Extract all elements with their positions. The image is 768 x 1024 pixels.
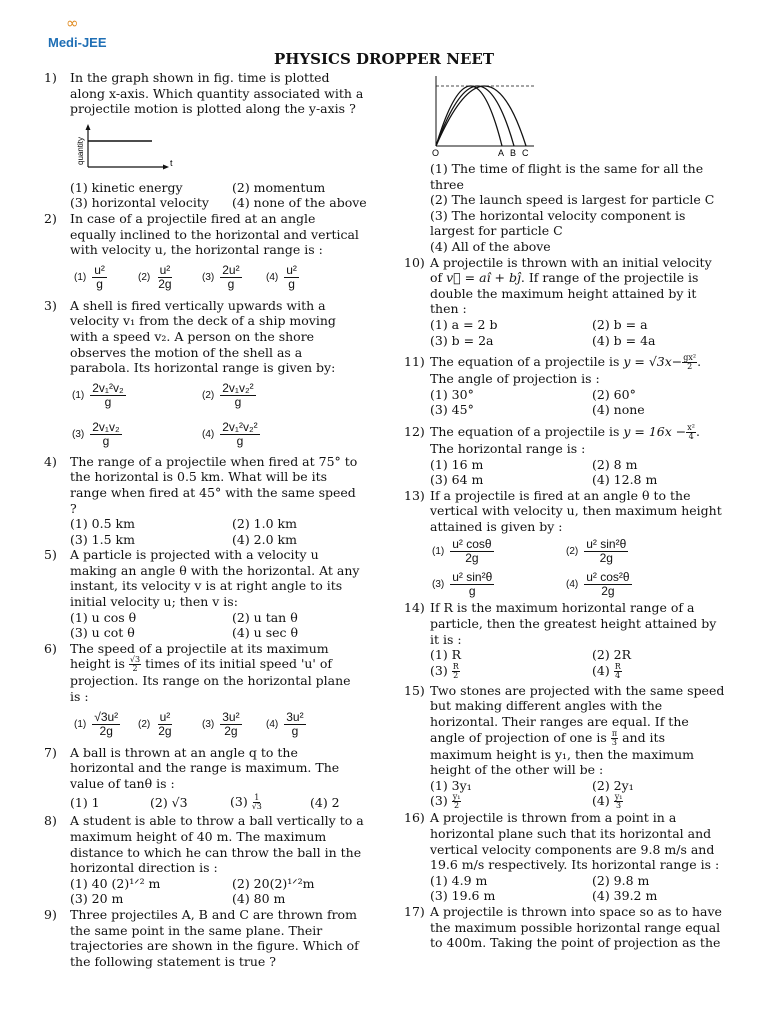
option-2[interactable]: (2) The launch speed is largest for particle C	[430, 192, 715, 208]
option-1[interactable]: (1) $\frac{\text{u² cosθ}}{2g}$	[432, 537, 492, 566]
question-text: The equation of a projectile is	[430, 354, 620, 370]
option-4[interactable]: (4) $\frac{\text{y₁}}{3}$	[592, 792, 623, 811]
option-1[interactable]: (1) 40 (2)¹ᐟ² m	[70, 875, 161, 891]
option-4[interactable]: (4) 80 m	[232, 891, 286, 907]
option-2[interactable]: (2) $\frac{\text{u² sin²θ}}{2g}$	[566, 537, 627, 566]
option-1[interactable]: (1) kinetic energy	[70, 179, 183, 195]
question-7	[44, 745, 364, 792]
question-14	[404, 600, 726, 647]
question-text: The equation of a projectile is	[430, 423, 620, 439]
page-title: PHYSICS DROPPER NEET	[274, 50, 494, 68]
brand-logo	[48, 14, 118, 50]
option-4[interactable]: (4) $\frac{\text{2v₁²v₂²}}{g}$	[202, 419, 258, 448]
options-q10	[404, 317, 726, 348]
question-text: A ball is thrown at an angle q to the horizontal and the range is maximum. The value of tanθ is :	[70, 744, 340, 791]
question-number: 7)	[44, 744, 57, 760]
option-1[interactable]: (1) 0.5 km	[70, 516, 135, 532]
question-text: A projectile is thrown with an initial velocity of	[430, 254, 712, 286]
question-12: 12) The equation of a projectile is y = 16x − $\frac{\text{x²}}{4}$ . The horizontal range is :	[404, 422, 700, 456]
option-1[interactable]: (1) R	[430, 647, 462, 663]
option-1[interactable]: (1) The time of flight is the same for all the three	[430, 161, 704, 192]
infinity-icon: ∞	[66, 14, 76, 32]
question-15: 15) Two stones are projected with the same speed but making different angles with the horizontal. Their ranges are equal. If the angle of projection of one is $\frac{\pi}{3}$ and its maximum height is y₁, then the maximum height of the other will be :	[404, 682, 725, 778]
option-1[interactable]: (1) 1	[70, 794, 100, 810]
option-2[interactable]: (2) $\frac{\text{2v₁v₂²}}{g}$	[202, 380, 254, 409]
question-13	[404, 488, 726, 535]
question-text-cont: . The angle of projection is :	[430, 354, 702, 387]
graph-ylabel: quantity	[76, 136, 85, 165]
question-text: Two stones are projected with the same speed but making different angles with the horizontal. Their ranges are equal. If the angle of projection of one is	[430, 682, 725, 745]
options-q7	[44, 791, 364, 813]
question-number: 4)	[44, 453, 57, 469]
question-6	[44, 641, 364, 705]
option-4[interactable]: (4) $\frac{\text{3u²}}{g}$	[266, 710, 304, 739]
option-4[interactable]: (4) $\frac{\text{u²}}{g}$	[266, 263, 297, 292]
right-column	[404, 74, 726, 951]
option-1[interactable]: (1) $\frac{\text{2v₁²v₂}}{g}$	[72, 380, 124, 409]
trajectory-figure	[430, 74, 726, 161]
question-number: 8)	[44, 813, 57, 829]
option-3[interactable]: (3) 64 m	[430, 472, 484, 488]
option-4[interactable]: (4) u sec θ	[232, 625, 299, 641]
options-q13	[404, 538, 726, 598]
projectile-equation: y = √3x−	[623, 354, 683, 370]
question-number: 17)	[404, 903, 425, 919]
options-q15	[404, 778, 726, 811]
option-2[interactable]: (2) 60°	[592, 386, 636, 402]
question-8	[44, 813, 364, 875]
label-o: O	[432, 148, 440, 158]
question-2	[44, 211, 364, 258]
question-number: 16)	[404, 810, 425, 826]
question-1	[44, 70, 364, 117]
projectile-equation: y = 16x −	[623, 423, 687, 439]
options-q1	[44, 179, 367, 211]
option-2[interactable]: (2) 2R	[592, 647, 632, 663]
options-q3	[44, 382, 364, 448]
question-number: 6)	[44, 640, 57, 656]
question-number: 5)	[44, 547, 57, 563]
option-3[interactable]: (3) b = 2a	[430, 332, 494, 348]
option-3[interactable]: (3) $\frac{R}{2}$	[430, 661, 459, 680]
question-number: 9)	[44, 906, 57, 922]
option-2[interactable]: (2) 9.8 m	[592, 872, 650, 888]
option-1[interactable]: (1) $\frac{\text{u²}}{g}$	[74, 263, 105, 292]
options-q9	[404, 161, 726, 255]
option-3[interactable]: (3) $\frac{\text{2v₁v₂}}{g}$	[72, 419, 120, 448]
trajectory-svg	[430, 74, 540, 158]
option-4[interactable]: (4) 39.2 m	[592, 888, 658, 904]
question-text: A projectile is thrown from a point in a horizontal plane such that its horizontal and vertical velocity components are 9.8 m/s and 19.6 m/s respectively. Its horizontal range is :	[430, 810, 720, 873]
velocity-equation: v⃗ = aî + bĵ	[446, 270, 521, 286]
option-3[interactable]: (3) The horizontal velocity component is largest for particle C	[430, 207, 686, 239]
option-4[interactable]: (4) 2	[310, 794, 340, 810]
option-4[interactable]: (4) $\frac{\text{u² cos²θ}}{2g}$	[566, 570, 630, 599]
options-q11	[404, 387, 726, 418]
label-a: A	[498, 148, 505, 158]
option-4[interactable]: (4) 2.0 km	[232, 531, 297, 547]
quantity-time-graph	[74, 123, 364, 176]
option-4[interactable]: (4) none of the above	[232, 195, 367, 211]
question-9	[44, 907, 364, 969]
question-text-cont: . If range of the projectile is double the maximum height attained by it then :	[430, 270, 699, 317]
question-number: 14)	[404, 600, 425, 616]
question-text: A projectile is thrown into space so as to have the maximum possible horizontal range equal to 400m. Taking the point of projection as the	[430, 903, 722, 951]
question-text: In the graph shown in fig. time is plotted along x-axis. Which quantity associated with a projectile motion is plotted along the y-axis ?	[70, 70, 364, 117]
option-4[interactable]: (4) none	[592, 402, 645, 418]
option-3[interactable]: (3) $\frac{1}{√3}$	[230, 792, 262, 811]
option-1[interactable]: (1) $\frac{\text{√3u²}}{2g}$	[74, 710, 119, 739]
options-q6	[44, 705, 364, 745]
question-10	[404, 255, 726, 317]
question-number: 11)	[404, 354, 425, 370]
question-text: The range of a projectile when fired at 75° to the horizontal is 0.5 km. What will be its range when fired at 45° with the same speed ?	[70, 453, 358, 516]
option-2[interactable]: (2) √3	[150, 794, 188, 810]
option-3[interactable]: (3) $\frac{\text{y₁}}{2}$	[430, 792, 461, 811]
option-1[interactable]: (1) u cos θ	[70, 609, 137, 625]
option-2[interactable]: (2) 2y₁	[592, 777, 634, 793]
question-text-cont: . The horizontal range is :	[430, 423, 700, 456]
option-2[interactable]: (2) 1.0 km	[232, 516, 297, 532]
left-column	[44, 70, 367, 969]
question-text: In case of a projectile fired at an angle equally inclined to the horizontal and vertical with velocity u, the horizontal range is :	[70, 210, 359, 258]
option-2[interactable]: (2) $\frac{\text{u²}}{2g}$	[138, 710, 172, 739]
options-q12	[404, 457, 726, 488]
option-1[interactable]: (1) a = 2 b	[430, 316, 498, 332]
option-3[interactable]: (3) horizontal velocity	[70, 195, 209, 211]
option-4[interactable]: (4) 12.8 m	[592, 472, 658, 488]
question-11: 11) The equation of a projectile is y = √3x− $\frac{\text{gx²}}{2}$ . The angle of projection is :	[404, 353, 702, 387]
question-text: The speed of a projectile at its maximum height is	[70, 640, 329, 672]
question-4	[44, 454, 364, 516]
option-4[interactable]: (4) All of the above	[430, 238, 551, 254]
question-number: 12)	[404, 423, 425, 439]
question-number: 3)	[44, 297, 57, 313]
option-4[interactable]: (4) $\frac{R}{4}$	[592, 661, 621, 680]
question-3	[44, 298, 364, 376]
option-3[interactable]: (3) 45°	[430, 402, 474, 418]
option-3[interactable]: (3) 19.6 m	[430, 888, 496, 904]
question-text: A shell is fired vertically upwards with a velocity v₁ from the deck of a ship moving with a speed v₂. A person on the shore observes the motion of the shell as a parabola. Its horizontal range is given by:	[70, 297, 336, 376]
options-q4	[44, 516, 364, 547]
graph-svg	[74, 123, 184, 173]
question-text: If R is the maximum horizontal range of a particle, then the greatest height attained by it is :	[430, 600, 717, 647]
option-2[interactable]: (2) 20(2)¹ᐟ²m	[232, 875, 315, 891]
option-1[interactable]: (1) 30°	[430, 386, 474, 402]
question-5	[44, 547, 364, 609]
question-number: 10)	[404, 254, 425, 270]
option-2[interactable]: (2) b = a	[592, 316, 648, 332]
option-4[interactable]: (4) b = 4a	[592, 332, 656, 348]
label-b: B	[510, 148, 517, 158]
question-text: If a projectile is fired at an angle θ to the vertical with velocity u, then maximum height attained is given by :	[430, 487, 722, 534]
option-2[interactable]: (2) 8 m	[592, 456, 638, 472]
question-17	[404, 904, 726, 951]
option-3[interactable]: (3) $\frac{\text{3u²}}{2g}$	[202, 710, 240, 739]
options-q2	[44, 258, 364, 298]
option-2[interactable]: (2) momentum	[232, 179, 326, 195]
option-1[interactable]: (1) 16 m	[430, 456, 484, 472]
question-number: 15)	[404, 682, 425, 698]
brand-name: Medi-JEE	[48, 35, 107, 50]
option-2[interactable]: (2) u tan θ	[232, 609, 298, 625]
option-3[interactable]: (3) u cot θ	[70, 625, 135, 641]
option-3[interactable]: (3) 20 m	[70, 891, 124, 907]
graph-xlabel: t	[170, 157, 173, 168]
question-text: A particle is projected with a velocity u making an angle θ with the horizontal. At any instant, its velocity v is at right angle to its initial velocity u; then v is:	[70, 547, 360, 610]
option-3[interactable]: (3) $\frac{\text{u² sin²θ}}{g}$	[432, 570, 493, 599]
question-text: A student is able to throw a ball vertically to a maximum height of 40 m. The maximum distance to which he can throw the ball in the horizontal direction is :	[70, 813, 364, 876]
question-text: Three projectiles A, B and C are thrown from the same point in the same plane. Their trajectories are shown in the figure. Which of the following statement is true ?	[70, 906, 359, 969]
option-1[interactable]: (1) 4.9 m	[430, 872, 488, 888]
question-16	[404, 810, 726, 872]
label-c: C	[522, 148, 529, 158]
options-q5	[44, 610, 364, 641]
options-q8	[44, 876, 364, 907]
question-number: 1)	[44, 70, 57, 85]
option-2[interactable]: (2) $\frac{\text{u²}}{2g}$	[138, 263, 172, 292]
inline-fraction: $\frac{√3}{2}$	[129, 655, 141, 674]
options-q14	[404, 647, 726, 680]
options-q16	[404, 873, 726, 904]
question-number: 13)	[404, 487, 425, 503]
question-number: 2)	[44, 210, 57, 226]
question-text-cont: and its maximum height is y₁, then the maximum height of the other will be :	[430, 729, 695, 778]
option-3[interactable]: (3) 1.5 km	[70, 531, 135, 547]
question-text-cont: times of its initial speed 'u' of projection. Its range on the horizontal plane is :	[70, 656, 351, 705]
option-1[interactable]: (1) 3y₁	[430, 777, 472, 793]
option-3[interactable]: (3) $\frac{\text{2u²}}{g}$	[202, 263, 240, 292]
